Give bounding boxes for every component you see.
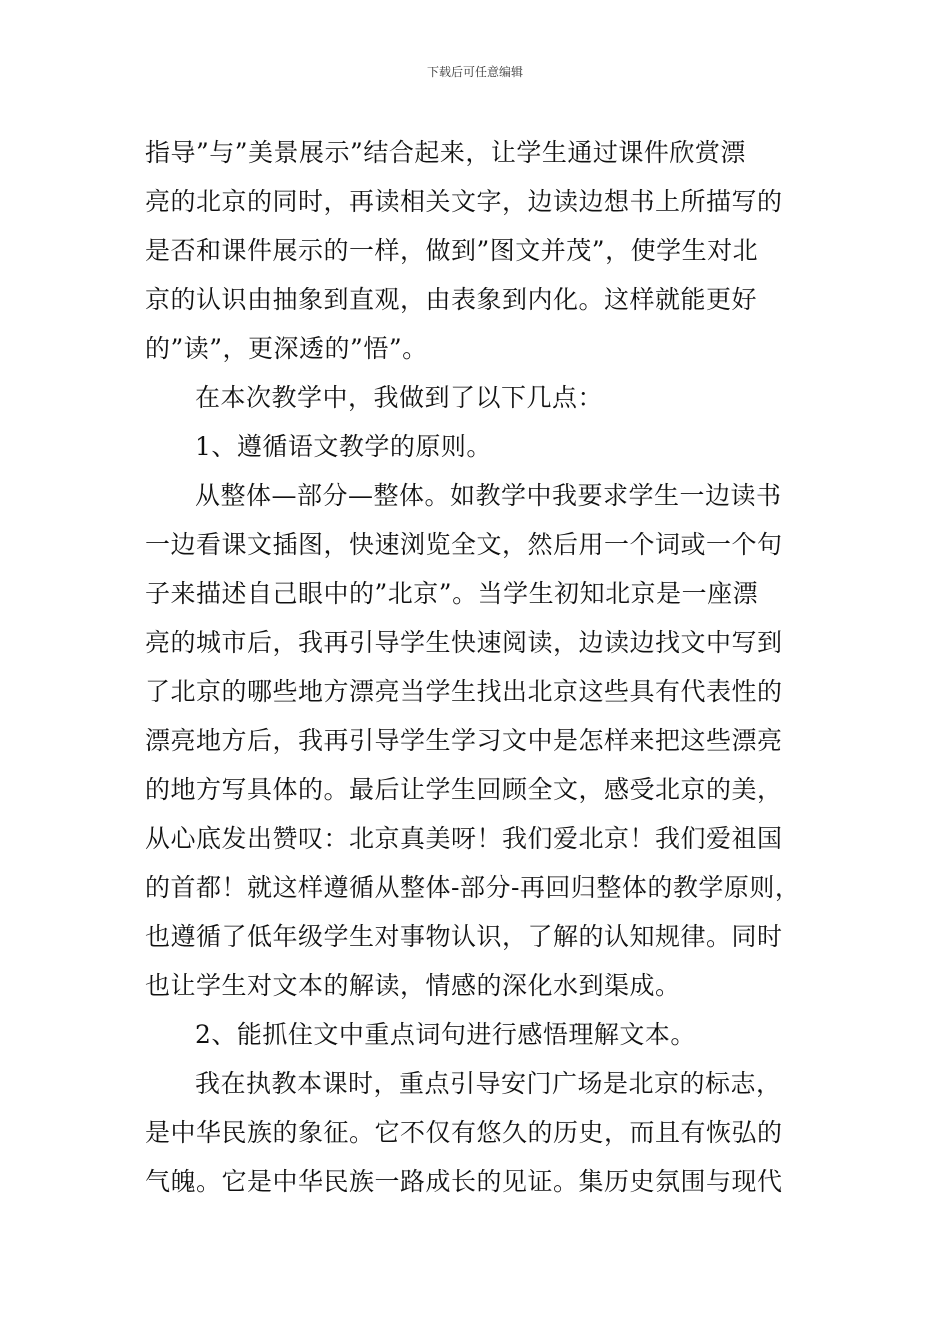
text-line: 指导”与”美景展示”结合起来，让学生通过课件欣赏漂	[145, 138, 746, 167]
text-line: 我在执教本课时，重点引导安门广场是北京的标志，	[195, 1069, 782, 1098]
text-line: 在本次教学中，我做到了以下几点：	[195, 383, 604, 412]
section-heading: 2、能抓住文中重点词句进行感悟理解文本。	[195, 1020, 696, 1049]
text-line: 的”读”，更深透的”悟”。	[145, 334, 428, 363]
text-line: 是否和课件展示的一样，做到”图文并茂”，使学生对北	[145, 236, 759, 265]
text-line: 从整体—部分—整体。如教学中我要求学生一边读书	[195, 481, 782, 510]
document-body	[145, 128, 825, 1206]
text-line: 亮的城市后，我再引导学生快速阅读，边读边找文中写到	[145, 628, 783, 657]
text-line: 一边看课文插图，快速浏览全文，然后用一个词或一个句	[145, 530, 783, 559]
text-line: 了北京的哪些地方漂亮当学生找出北京这些具有代表性的	[145, 677, 783, 706]
text-line: 是中华民族的象征。它不仅有悠久的历史，而且有恢弘的	[145, 1118, 783, 1147]
text-line: 子来描述自己眼中的”北京”。当学生初知北京是一座漂	[145, 579, 759, 608]
text-line: 京的认识由抽象到直观，由表象到内化。这样就能更好	[145, 285, 758, 314]
text-line: 漂亮地方后，我再引导学生学习文中是怎样来把这些漂亮	[145, 726, 783, 755]
text-line: 也遵循了低年级学生对事物认识，了解的认知规律。同时	[145, 922, 783, 951]
text-line: 的地方写具体的。最后让学生回顾全文，感受北京的美，	[145, 775, 783, 804]
text-line: 亮的北京的同时，再读相关文字，边读边想书上所描写的	[145, 187, 783, 216]
text-line: 也让学生对文本的解读，情感的深化水到渠成。	[145, 971, 681, 1000]
section-heading: 1、遵循语文教学的原则。	[195, 432, 492, 461]
text-line: 从心底发出赞叹：北京真美呀！我们爱北京！我们爱祖国	[145, 824, 783, 853]
page-header: 下载后可任意编辑	[426, 65, 523, 79]
text-line: 气魄。它是中华民族一路成长的见证。集历史氛围与现代	[145, 1167, 783, 1196]
text-line: 的首都！就这样遵循从整体-部分-再回归整体的教学原则，	[145, 873, 801, 902]
